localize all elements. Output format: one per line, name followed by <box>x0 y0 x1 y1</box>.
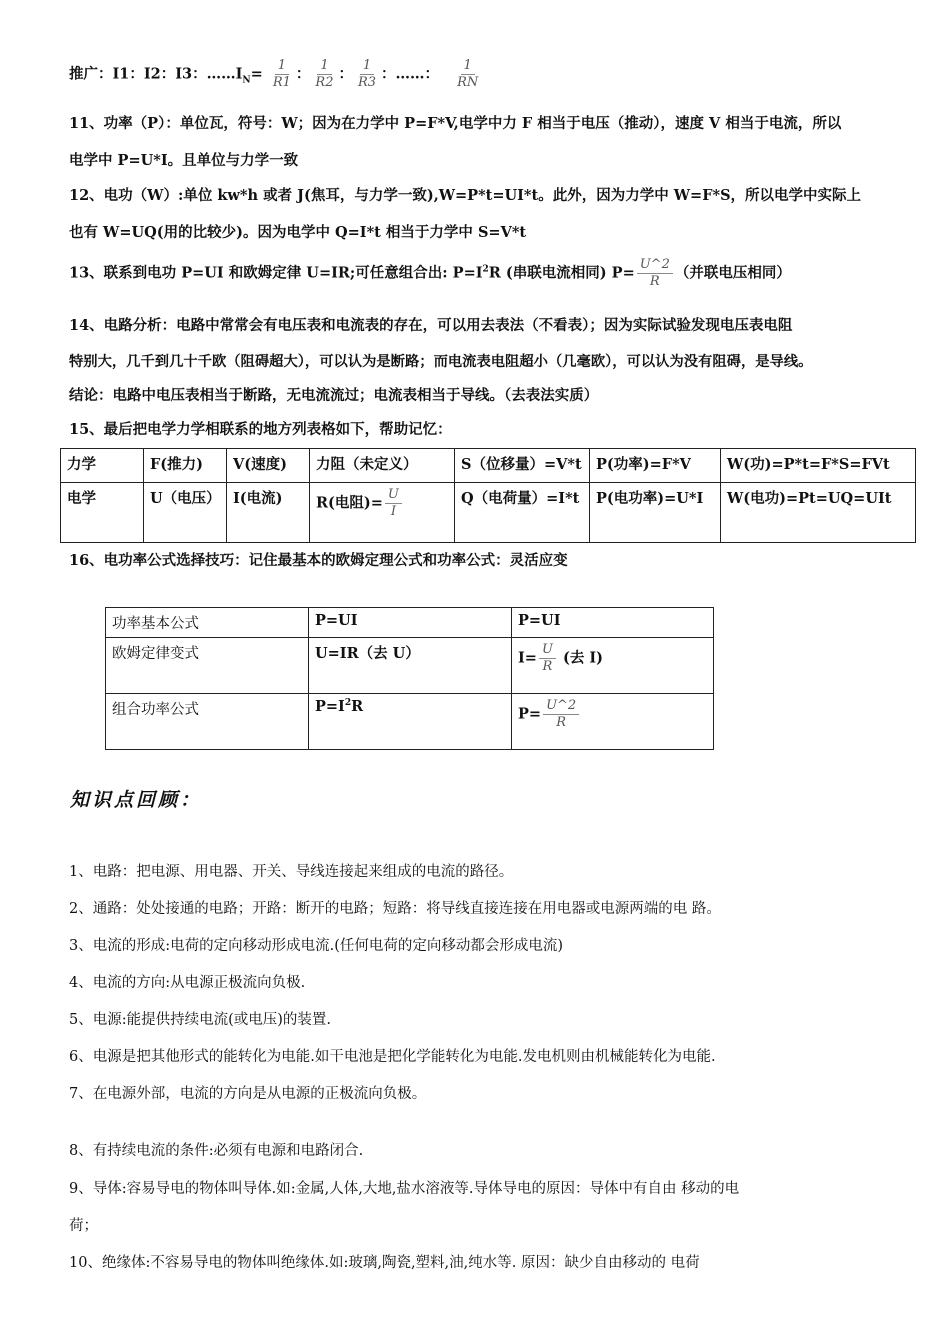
table-cell: W(电功)=Pt=UQ=UIt <box>721 483 916 543</box>
para-11-line1: 11、功率（P）：单位瓦，符号：W；因为在力学中 P=F*V,电学中力 F 相当于电压（推动），速度 V 相当于电流，所以 <box>69 115 842 132</box>
frac-den: R <box>649 274 660 289</box>
formula-part: R <box>351 698 364 715</box>
frac-den: R <box>556 715 567 730</box>
para-13-text-b: R (串联电流相同) P= <box>488 264 635 282</box>
table-cell: P=UI <box>309 608 512 638</box>
dots: ：……： <box>381 65 440 83</box>
frac-num: 1 <box>275 58 289 75</box>
review-item: 3、电流的形成:电荷的定向移动形成电流.(任何电荷的定向移动都会形成电流) <box>69 938 564 954</box>
fraction-1-r3 <box>355 58 379 91</box>
fraction-u2-r <box>543 698 579 731</box>
table-row <box>106 608 714 638</box>
table-cell: Q（电荷量）=I*t <box>455 483 590 543</box>
generalize-line <box>69 58 483 91</box>
table-cell: 欧姆定律变式 <box>106 638 309 694</box>
fraction-u-r <box>539 642 556 675</box>
formula-suffix: (去 I) <box>557 649 604 667</box>
review-item: 1、电路：把电源、用电器、开关、导线连接起来组成的电流的路径。 <box>69 864 514 880</box>
table-cell: I(电流) <box>227 483 310 543</box>
formula-sup: 2 <box>344 698 352 709</box>
review-item: 4、电流的方向:从电源正极流向负极. <box>69 975 306 991</box>
fraction-1-rn <box>454 58 481 91</box>
table-cell: F(推力) <box>144 449 227 483</box>
review-item: 10、绝缘体:不容易导电的物体叫绝缘体.如:玻璃,陶瓷,塑料,油,纯水等. 原因：缺少自由移动的 电荷 <box>69 1255 700 1271</box>
table-row <box>61 483 916 543</box>
frac-num: U^2 <box>543 698 579 715</box>
review-item: 5、电源:能提供持续电流(或电压)的装置. <box>69 1012 332 1028</box>
frac-num: 1 <box>317 58 331 75</box>
review-item: 2、通路：处处接通的电路；开路：断开的电路；短路：将导线直接连接在用电器或电源两端的电 路。 <box>69 901 721 917</box>
frac-num: 1 <box>461 58 475 75</box>
table-cell: P=UI <box>512 608 714 638</box>
para-13-sup: 2 <box>482 264 489 275</box>
generalize-sub: N <box>242 75 251 86</box>
table-cell: P(功率)=F*V <box>590 449 721 483</box>
table-cell: 功率基本公式 <box>106 608 309 638</box>
formula-prefix: I= <box>518 649 537 667</box>
sep: ： <box>295 65 311 83</box>
table-row <box>106 638 714 694</box>
fraction-u2-r <box>637 257 673 290</box>
review-item: 荷； <box>69 1218 98 1234</box>
generalize-eq: = <box>250 65 263 83</box>
resistance-label: R(电阻)= <box>316 494 383 512</box>
review-item: 8、有持续电流的条件:必须有电源和电路闭合. <box>69 1143 364 1159</box>
para-13 <box>69 257 791 290</box>
review-heading: 知识点回顾： <box>70 789 203 811</box>
para-13-text-a: 13、联系到电功 P=UI 和欧姆定律 U=IR;可任意组合出: P=I <box>69 264 483 282</box>
table-cell: 力阻（未定义） <box>310 449 455 483</box>
frac-num: 1 <box>360 58 374 75</box>
para-15: 15、最后把电学力学相联系的地方列表格如下，帮助记忆： <box>69 421 452 438</box>
formula-part: P=I <box>315 698 345 715</box>
fraction-1-r2 <box>312 58 336 91</box>
para-12-line1: 12、电功（W）:单位 kw*h 或者 J(焦耳，与力学一致),W=P*t=UI*t。此外，因为力学中 W=F*S，所以电学中实际上 <box>69 187 862 204</box>
fraction-u-i <box>385 487 402 520</box>
review-item: 6、电源是把其他形式的能转化为电能.如干电池是把化学能转化为电能.发电机则由机械能转化为电能. <box>69 1049 716 1065</box>
table-cell: W(功)=P*t=F*S=FVt <box>721 449 916 483</box>
para-11-line2: 电学中 P=U*I。且单位与力学一致 <box>69 152 299 169</box>
table-cell: 力学 <box>61 449 144 483</box>
sep: ： <box>338 65 353 83</box>
table-cell: U（电压） <box>144 483 227 543</box>
frac-den: R2 <box>315 75 334 90</box>
frac-den: I <box>390 504 396 519</box>
table-cell <box>310 483 455 543</box>
para-14-line2: 特别大，几千到几十千欧（阻碍超大），可以认为是断路；而电流表电阻超小（几毫欧），可以认为没有阻碍，是导线。 <box>69 354 813 370</box>
generalize-prefix: 推广：I1：I2：I3：……I <box>69 65 243 83</box>
formula-prefix: P= <box>518 705 542 723</box>
table-cell <box>512 694 714 750</box>
table-cell: S（位移量）=V*t <box>455 449 590 483</box>
frac-den: RN <box>457 75 479 90</box>
frac-num: U <box>385 487 402 504</box>
frac-num: U^2 <box>637 257 673 274</box>
table-cell: V(速度) <box>227 449 310 483</box>
table-cell: 组合功率公式 <box>106 694 309 750</box>
frac-den: R <box>542 659 553 674</box>
review-item: 7、在电源外部，电流的方向是从电源的正极流向负极。 <box>69 1086 427 1102</box>
para-14-line3: 结论：电路中电压表相当于断路，无电流流过；电流表相当于导线。（去表法实质） <box>69 387 599 404</box>
para-16: 16、电功率公式选择技巧：记住最基本的欧姆定理公式和功率公式：灵活应变 <box>69 552 568 569</box>
table-cell: U=IR（去 U） <box>309 638 512 694</box>
para-14-line1: 14、电路分析：电路中常常会有电压表和电流表的存在，可以用去表法（不看表）；因为实际试验发现电压表电阻 <box>69 317 793 334</box>
table-row <box>61 449 916 483</box>
review-item: 9、导体:容易导电的物体叫导体.如:金属,人体,大地,盐水溶液等.导体导电的原因：导体中有自由 移动的电 <box>69 1181 740 1197</box>
para-13-text-c: （并联电压相同） <box>674 264 791 282</box>
frac-num: U <box>539 642 556 659</box>
table-cell: P(电功率)=U*I <box>590 483 721 543</box>
para-12-line2: 也有 W=UQ(用的比较少)。因为电学中 Q=I*t 相当于力学中 S=V*t <box>69 224 527 241</box>
table-cell <box>309 694 512 750</box>
power-formula-table <box>105 607 714 750</box>
mechanics-electricity-table <box>60 448 916 543</box>
frac-den: R3 <box>357 75 377 90</box>
frac-den: R1 <box>272 75 291 90</box>
table-row <box>106 694 714 750</box>
table-cell: 电学 <box>61 483 144 543</box>
table-cell <box>512 638 714 694</box>
fraction-1-r1 <box>270 58 294 91</box>
